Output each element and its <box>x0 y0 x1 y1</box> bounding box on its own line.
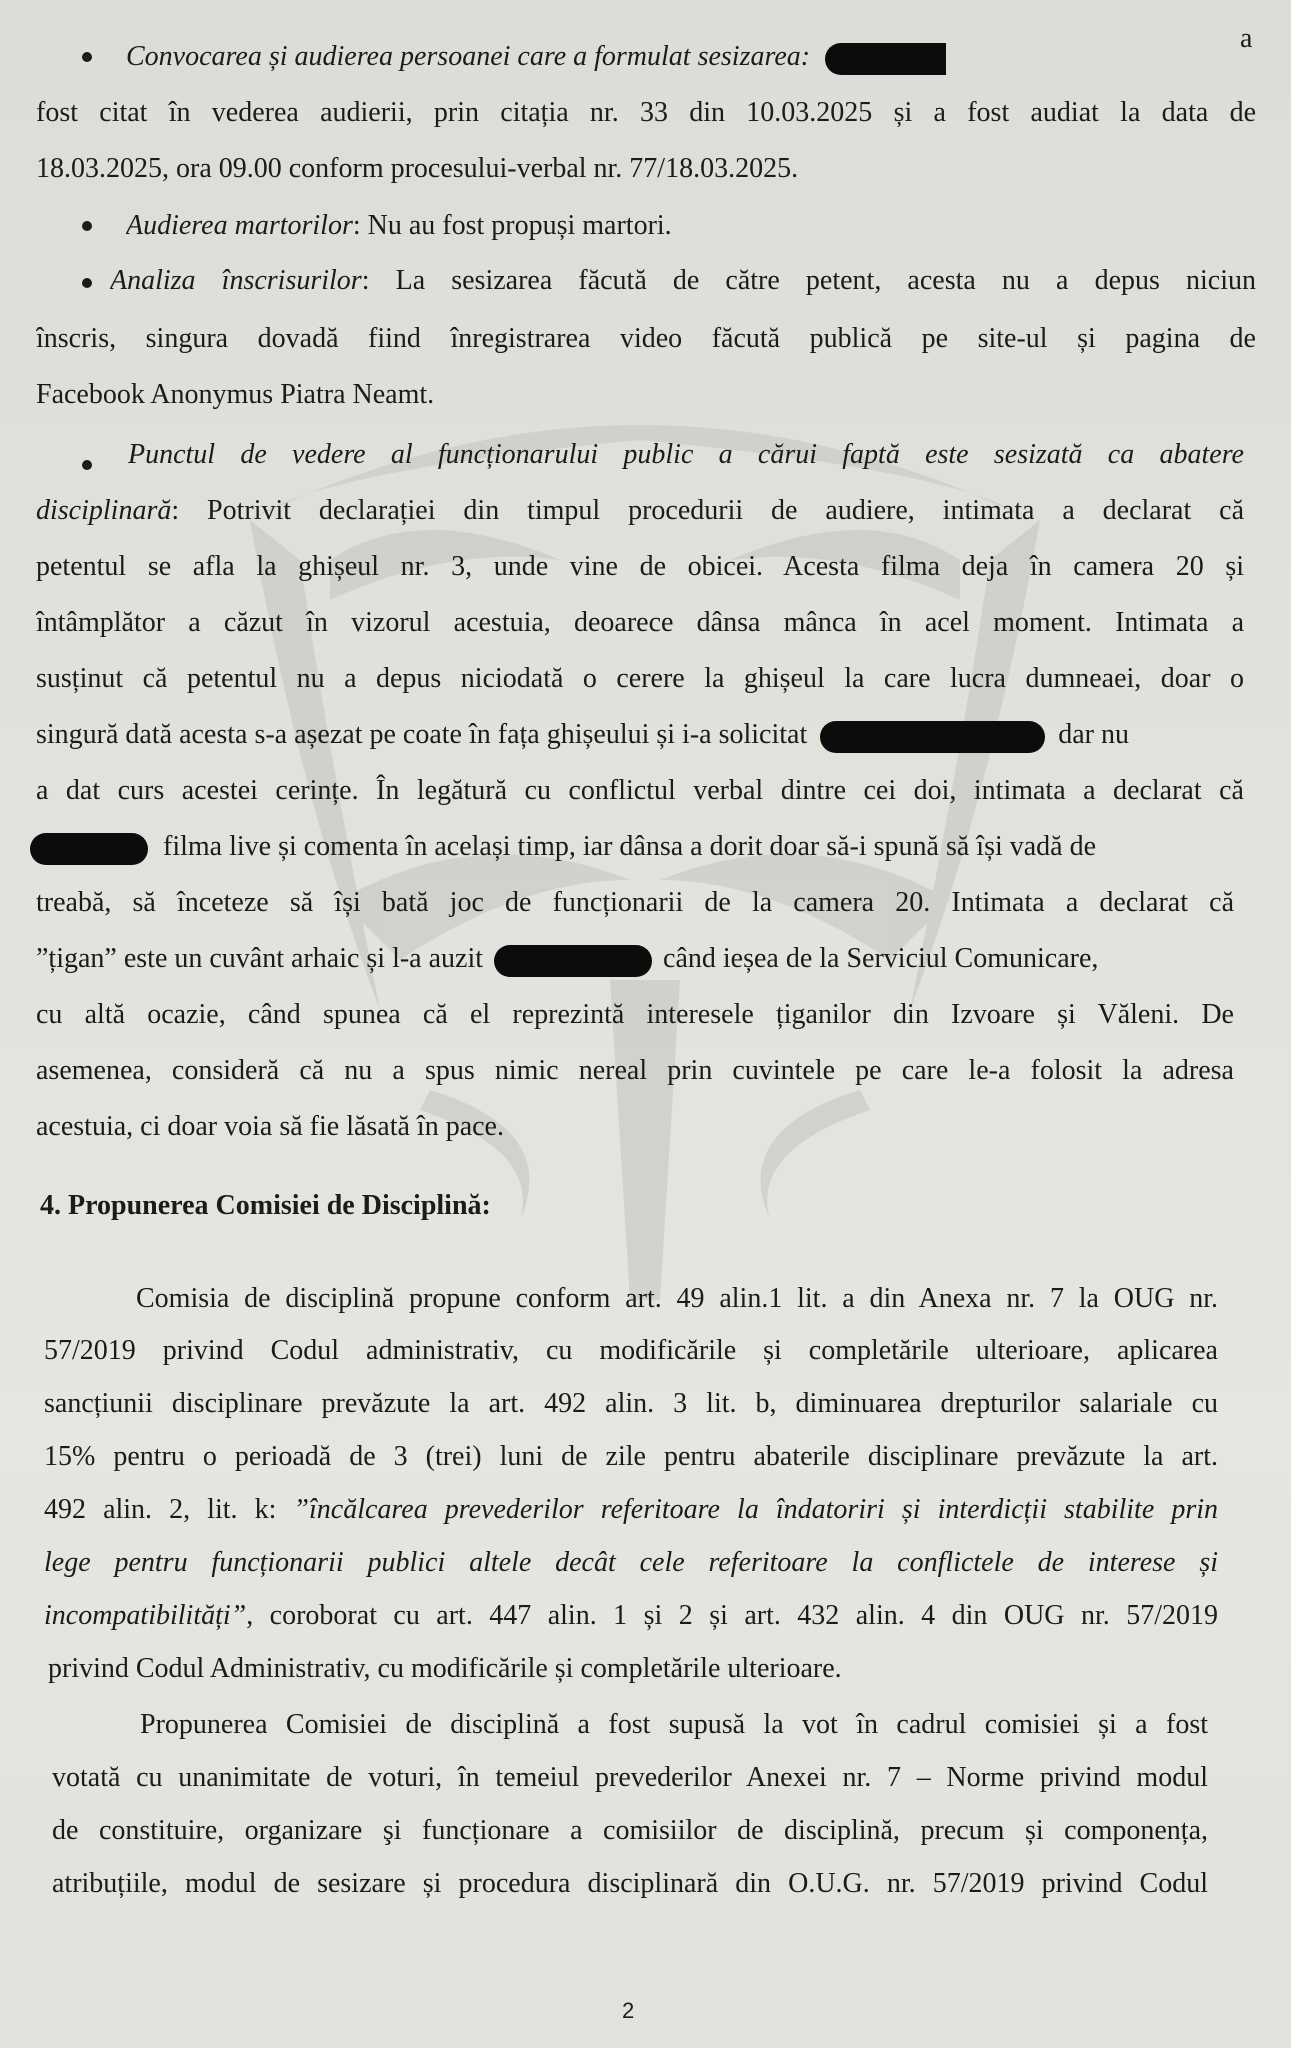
s4-p2-line1: Propunerea Comisiei de disciplină a fost supusă la vot în cadrul comisiei și a fost <box>140 1709 1208 1740</box>
b4-line9: treabă, să înceteze să își bată joc de funcționarii de la camera 20. Intimata a declarat că <box>36 887 1234 918</box>
b4-line8 <box>30 830 1256 865</box>
b3-text: : La sesizarea făcută de către petent, acesta nu a depus niciun <box>361 265 1256 296</box>
bullet-dot <box>82 278 92 288</box>
b3-line2: înscris, singura dovadă fiind înregistrarea video făcută publică pe site-ul și pagina de <box>36 323 1256 354</box>
b4-line2-text: : Potrivit declarației din timpul procedurii de audiere, intimata a declarat că <box>171 495 1244 526</box>
s4-p2-line3: de constituire, organizare şi funcționare a comisiilor de disciplină, precum și componența, <box>52 1815 1208 1846</box>
s4-p1-line1: Comisia de disciplină propune conform art. 49 alin.1 lit. a din Anexa nr. 7 la OUG nr. <box>136 1283 1218 1314</box>
s4-p1-line5 <box>44 1493 1218 1527</box>
b4-label: disciplinară <box>36 495 172 526</box>
b4-line3: petentul se afla la ghișeul nr. 3, unde vine de obicei. Acesta filma deja în camera 20 și <box>36 551 1244 582</box>
b4-line8-text: filma live și comenta în același timp, iar dânsa a dorit doar să-i spună să își vadă de <box>163 831 1097 862</box>
s4-p1-line7-b: , coroborat cu art. 447 alin. 1 și 2 și art. 432 alin. 4 din OUG nr. 57/2019 <box>246 1600 1218 1631</box>
b1-label: Convocarea și audierea persoanei care a formulat sesizarea: <box>126 41 811 72</box>
b2-line <box>126 209 1026 243</box>
s4-p2-line4: atribuțiile, modul de sesizare și procedura disciplinară din O.U.G. nr. 57/2019 privind Codul <box>52 1868 1208 1899</box>
b4-line4: întâmplător a căzut în vizorul acestuia, deoarece dânsa mânca în acel moment. Intimata a <box>36 607 1244 638</box>
bullet-dot <box>82 52 92 62</box>
b4-line10 <box>36 942 1256 977</box>
section-heading: 4. Propunerea Comisiei de Disciplină: <box>40 1190 491 1221</box>
b1-line2: fost citat în vederea audierii, prin citația nr. 33 din 10.03.2025 și a fost audiat la data de <box>36 97 1256 128</box>
b4-line11: cu altă ocazie, când spunea că el reprezintă interesele țiganilor din Izvoare și Văleni. De <box>36 999 1234 1030</box>
b4-line7: a dat curs acestei cerințe. În legătură cu conflictul verbal dintre cei doi, intimata a declarat că <box>36 775 1244 806</box>
redaction-mark <box>494 945 652 977</box>
page-number: 2 <box>622 1998 635 2023</box>
b2-label: Audierea martorilor <box>126 210 353 241</box>
s4-p1-line5-b: ”încălcarea prevederilor referitoare la îndatoriri și interdicții stabilite prin <box>293 1494 1218 1525</box>
s4-p1-line8: privind Codul Administrativ, cu modificările și completările ulterioare. <box>48 1653 842 1684</box>
b3-line1 <box>110 264 1256 298</box>
s4-p1-line3: sancțiunii disciplinare prevăzute la art. 492 alin. 3 lit. b, diminuarea drepturilor salariale cu <box>44 1388 1218 1419</box>
redaction-mark <box>820 721 1045 753</box>
b4-line12: asemenea, consideră că nu a spus nimic nereal prin cuvintele pe care le-a folosit la adresa <box>36 1055 1234 1086</box>
b3-line3: Facebook Anonymus Piatra Neamt. <box>36 379 435 410</box>
b1-tail: a <box>1240 23 1253 54</box>
s4-p1-line4: 15% pentru o perioadă de 3 (trei) luni de zile pentru abaterile disciplinare prevăzute la art. <box>44 1441 1218 1472</box>
b4-line6-b: dar nu <box>1058 719 1129 750</box>
b1-line1 <box>126 40 946 75</box>
b4-line10-b: când ieșea de la Serviciul Comunicare, <box>663 943 1099 974</box>
b4-line5: susținut că petentul nu a depus niciodată o cerere la ghișeul la care lucra dumneaei, doar o <box>36 663 1244 694</box>
b4-line2 <box>36 494 1244 528</box>
b2-text: : Nu au fost propuși martori. <box>352 210 672 241</box>
b4-line6 <box>36 718 1256 753</box>
s4-p1-line7-a: incompatibilități” <box>44 1600 247 1631</box>
b3-label: Analiza înscrisurilor <box>110 265 362 296</box>
redaction-mark <box>825 43 946 75</box>
s4-p2-line2: votată cu unanimitate de voturi, în temeiul prevederilor Anexei nr. 7 – Norme privind modul <box>52 1762 1208 1793</box>
b1-line3: 18.03.2025, ora 09.00 conform procesului-verbal nr. 77/18.03.2025. <box>36 153 799 184</box>
s4-p1-line5-a: 492 alin. 2, lit. k: <box>44 1494 294 1525</box>
b4-line6-a: singură dată acesta s-a așezat pe coate în fața ghișeului și i-a solicitat <box>36 719 808 750</box>
s4-p1-line7 <box>44 1599 1218 1633</box>
bullet-dot <box>82 221 92 231</box>
redaction-mark <box>30 833 148 865</box>
b4-line13: acestuia, ci doar voia să fie lăsată în pace. <box>36 1111 504 1142</box>
b4-line10-a: ”țigan” este un cuvânt arhaic și l-a auzit <box>36 943 484 974</box>
b4-line1: Punctul de vedere al funcționarului public a cărui faptă este sesizată ca abatere <box>128 439 1244 470</box>
bullet-dot <box>82 460 92 470</box>
s4-p1-line2: 57/2019 privind Codul administrativ, cu modificările și completările ulterioare, aplicarea <box>44 1335 1218 1366</box>
s4-p1-line6: lege pentru funcționarii publici altele decât cele referitoare la conflictele de interese și <box>44 1547 1218 1578</box>
